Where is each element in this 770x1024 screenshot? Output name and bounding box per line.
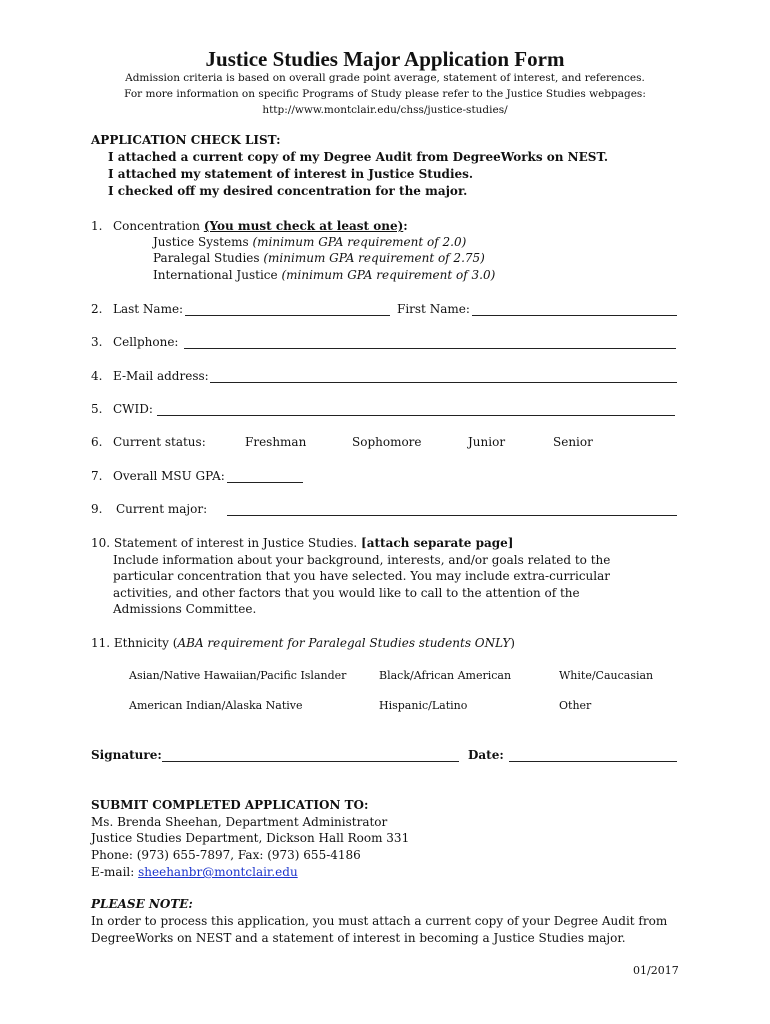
submit-department: Justice Studies Department, Dickson Hall Room 331 [91,831,410,845]
admission-criteria-text: Admission criteria is based on overall grade point average, statement of interest, and references. [125,72,645,84]
ethnicity-american-indian[interactable]: American Indian/Alaska Native [129,699,303,712]
checklist-item-concentration[interactable]: I checked off my desired concentration for the major. [108,184,468,198]
checklist-item-statement[interactable]: I attached my statement of interest in Justice Studies. [108,167,474,181]
status-option-senior[interactable]: Senior [553,435,593,449]
q4-number: 4. [91,369,103,383]
last-name-field[interactable] [185,315,390,316]
q6-number: 6. [91,435,103,449]
checklist-item-degree-audit[interactable]: I attached a current copy of my Degree Audit from DegreeWorks on NEST. [108,150,609,164]
option-international-justice[interactable]: International Justice (minimum GPA requirement of 3.0) [153,268,496,282]
attach-page-note: [attach separate page] [361,536,514,550]
statement-instructions-1: Include information about your background, interests, and/or goals related to the [113,553,611,567]
check-at-least-one-note: (You must check at least one) [203,219,404,233]
status-option-junior[interactable]: Junior [468,435,506,449]
statement-instructions-3: activities, and other factors that you would like to call to the attention of the [113,586,580,600]
q2-number: 2. [91,302,103,316]
current-major-label: Current major: [116,502,208,516]
option-paralegal-studies[interactable]: Paralegal Studies (minimum GPA requirement of 2.75) [153,251,485,265]
note-heading: PLEASE NOTE: [91,897,193,911]
note-line-1: In order to process this application, you must attach a current copy of your Degree Audit from [91,914,668,928]
cellphone-field[interactable] [184,348,676,349]
q9-number: 9. [91,502,103,516]
ethnicity-black[interactable]: Black/African American [379,669,512,682]
last-name-label: Last Name: [113,302,184,316]
date-field[interactable] [509,761,677,762]
checklist-heading: APPLICATION CHECK LIST: [91,133,281,147]
email-field[interactable] [210,382,677,383]
email-label: E-Mail address: [113,369,209,383]
first-name-field[interactable] [472,315,677,316]
signature-label: Signature: [91,748,162,762]
submit-phone-fax: Phone: (973) 655-7897, Fax: (973) 655-4186 [91,848,361,862]
status-option-sophomore[interactable]: Sophomore [352,435,422,449]
email-link[interactable]: sheehanbr@montclair.edu [138,865,298,879]
gpa-label: Overall MSU GPA: [113,469,225,483]
submit-heading: SUBMIT COMPLETED APPLICATION TO: [91,798,369,812]
cwid-label: CWID: [113,402,153,416]
date-label: Date: [468,748,504,762]
gpa-field[interactable] [227,482,303,483]
q10-line: 10. Statement of interest in Justice Studies. [attach separate page] [91,536,514,550]
ethnicity-asian[interactable]: Asian/Native Hawaiian/Pacific Islander [129,669,347,682]
option-justice-systems[interactable]: Justice Systems (minimum GPA requirement of 2.0) [153,235,467,249]
q1-number: 1. [91,219,103,233]
note-line-2: DegreeWorks on NEST and a statement of interest in becoming a Justice Studies major. [91,931,626,945]
more-info-text: For more information on specific Programs of Study please refer to the Justice Studies webpages: [124,88,646,100]
ethnicity-hispanic[interactable]: Hispanic/Latino [379,699,468,712]
q5-number: 5. [91,402,103,416]
q7-number: 7. [91,469,103,483]
cellphone-label: Cellphone: [113,335,179,349]
revision-date: 01/2017 [633,964,679,977]
current-major-field[interactable] [227,515,677,516]
webpage-url[interactable]: http://www.montclair.edu/chss/justice-studies/ [262,104,508,116]
status-option-freshman[interactable]: Freshman [245,435,307,449]
cwid-field[interactable] [157,415,675,416]
statement-instructions-2: particular concentration that you have selected. You may include extra-curricular [113,569,611,583]
ethnicity-white[interactable]: White/Caucasian [559,669,654,682]
first-name-label: First Name: [397,302,470,316]
concentration-label: Concentration (You must check at least one): [113,219,408,233]
submit-email-line: E-mail: sheehanbr@montclair.edu [91,865,298,879]
current-status-label: Current status: [113,435,206,449]
q11-line: 11. Ethnicity (ABA requirement for Paralegal Studies students ONLY) [91,636,515,650]
page-title: Justice Studies Major Application Form [205,47,565,71]
signature-field[interactable] [162,761,459,762]
ethnicity-other[interactable]: Other [559,699,592,712]
submit-contact-name: Ms. Brenda Sheehan, Department Administrator [91,815,388,829]
q3-number: 3. [91,335,103,349]
statement-instructions-4: Admissions Committee. [113,602,257,616]
